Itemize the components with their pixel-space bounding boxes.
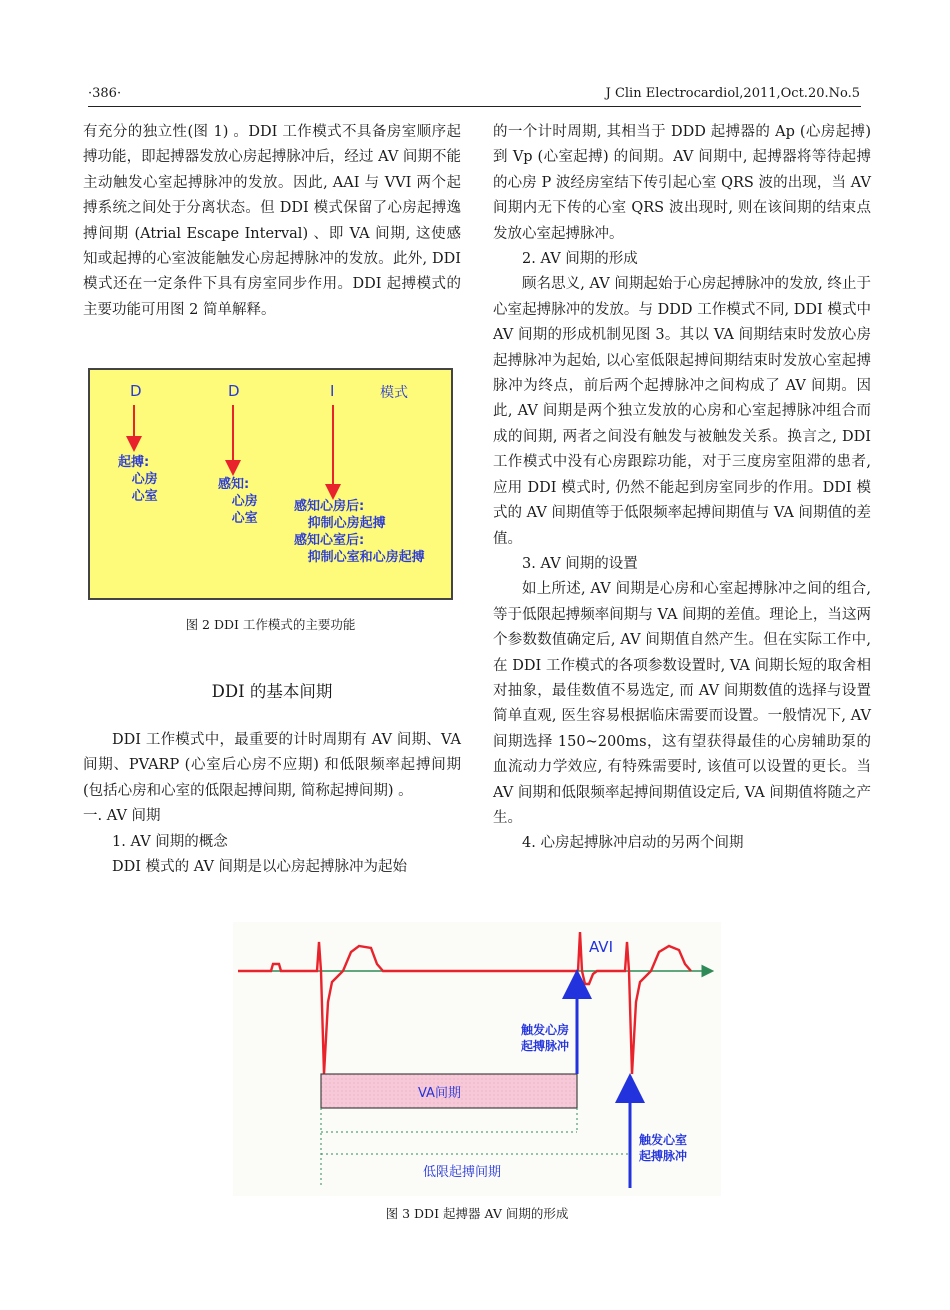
lower-rate-label: 低限起搏间期 bbox=[423, 1165, 502, 1180]
figure-3 bbox=[233, 922, 721, 1196]
subheading: 2. AV 间期的形成 bbox=[522, 251, 638, 268]
fig2-mode-label: 模式 bbox=[380, 385, 408, 401]
paragraph: DDI 工作模式中，最重要的计时周期有 AV 间期、VA 间期、PVARP (心室后心房不应期) 和低限频率起搏间期 (包括心房和心室的低限起搏间期, 简称起搏间期) 。 bbox=[83, 732, 461, 799]
fig2-head-i: I bbox=[330, 382, 335, 400]
paragraph: 有充分的独立性(图 1) 。DDI 工作模式不具备房室顺序起搏功能，即起搏器发放心房起搏脉冲后，经过 AV 间期不能主动触发心室起搏脉冲的发放。因此, AAI 与 VVI 两个起搏系统之间处于分离状态。但 DDI 模式保留了心房起搏逸搏间期 (Atrial Escape Interval) 、即 VA 间期, 这使感知或起搏的心室波能触发心房起搏脉冲的发放。此外, DDI 模式还在一定条件下具有房室同步作用。DDI 起搏模式的主要功能可用图 2 简单解释。 bbox=[83, 124, 461, 318]
ventricular-trigger-label: 触发心室 起搏脉冲 bbox=[639, 1133, 688, 1163]
fig2-head-d2: D bbox=[228, 382, 240, 400]
journal-header: J Clin Electrocardiol,2011,Oct.20.No.5 bbox=[605, 86, 860, 101]
paragraph: 的一个计时周期, 其相当于 DDD 起搏器的 Ap (心房起搏) 到 Vp (心室起搏) 的间期。AV 间期中, 起搏器将等待起搏的心房 P 波经房室结下传引起心室 QRS 波的出现，当 AV 间期内无下传的心室 QRS 波出现时, 则在该间期的结束点发放心室起搏脉冲。 bbox=[493, 124, 871, 242]
figure-3-caption: 图 3 DDI 起搏器 AV 间期的形成 bbox=[385, 1206, 569, 1221]
figure-2 bbox=[88, 368, 453, 600]
subheading: 3. AV 间期的设置 bbox=[522, 555, 638, 572]
avi-label: AVI bbox=[589, 938, 613, 956]
fig2-inhibit-text: 感知心房后: 抑制心房起搏 感知心室后: 抑制心室和心房起搏 bbox=[294, 499, 425, 565]
left-column bbox=[83, 120, 461, 323]
heading: 一. AV 间期 bbox=[83, 808, 161, 825]
page-number: ·386· bbox=[88, 86, 122, 101]
subheading: 1. AV 间期的概念 bbox=[112, 833, 228, 850]
va-interval-label: VA间期 bbox=[418, 1086, 461, 1101]
paragraph: 如上所述, AV 间期是心房和心室起搏脉冲之间的组合, 等于低限起搏频率间期与 VA 间期的差值。理论上，当这两个参数数值确定后, AV 间期值自然产生。但在实际工作中, 在 DDI 工作模式的各项参数设置时, VA 间期长短的取舍相对抽象，最佳数值不易选定, 而 AV 间期数值的选择与设置简单直观, 医生容易根据临床需要而设置。一般情况下, AV 间期选择 150~200ms，这有望获得最佳的心房辅助泵的血流动力学效应, 有特殊需要时, 该值可以设置的更长。当 AV 间期和低限频率起搏间期值设定后, VA 间期值将随之产生。 bbox=[493, 581, 871, 826]
subheading: 4. 心房起搏脉冲启动的另两个间期 bbox=[522, 835, 744, 852]
fig2-pacing-text: 起搏: 心房 心室 bbox=[118, 455, 158, 504]
figure-2-caption: 图 2 DDI 工作模式的主要功能 bbox=[185, 617, 356, 632]
paragraph: 顾名思义, AV 间期起始于心房起搏脉冲的发放, 终止于心室起搏脉冲的发放。与 DDD 工作模式不同, DDI 模式中 AV 间期的形成机制见图 3。其以 VA 间期结束时发放心房起搏脉冲为起始, 以心室低限起搏间期结束时发放心室起搏脉冲为终点，前后两个起搏脉冲之间构成了 AV 间期。因此, AV 间期是两个独立发放的心房和心室起搏脉冲组合而成的间期, 两者之间没有触发与被触发关系。换言之, DDI 工作模式中没有心房跟踪功能，对于三度房室阻滞的患者, 应用 DDI 模式时, 仍然不能起到房室同步的作用。DDI 模式的 AV 间期值等于低限频率起搏间期值与 VA 间期值的差值。 bbox=[493, 276, 871, 547]
left-column-lower bbox=[83, 728, 461, 880]
right-column bbox=[493, 120, 871, 857]
atrial-trigger-label: 触发心房 起搏脉冲 bbox=[520, 1023, 569, 1053]
paragraph: DDI 模式的 AV 间期是以心房起搏脉冲为起始 bbox=[112, 859, 408, 876]
fig2-head-d1: D bbox=[130, 382, 142, 400]
section-title: DDI 的基本间期 bbox=[211, 682, 333, 701]
header-rule bbox=[88, 106, 861, 107]
fig2-sensing-text: 感知: 心房 心室 bbox=[218, 477, 258, 526]
